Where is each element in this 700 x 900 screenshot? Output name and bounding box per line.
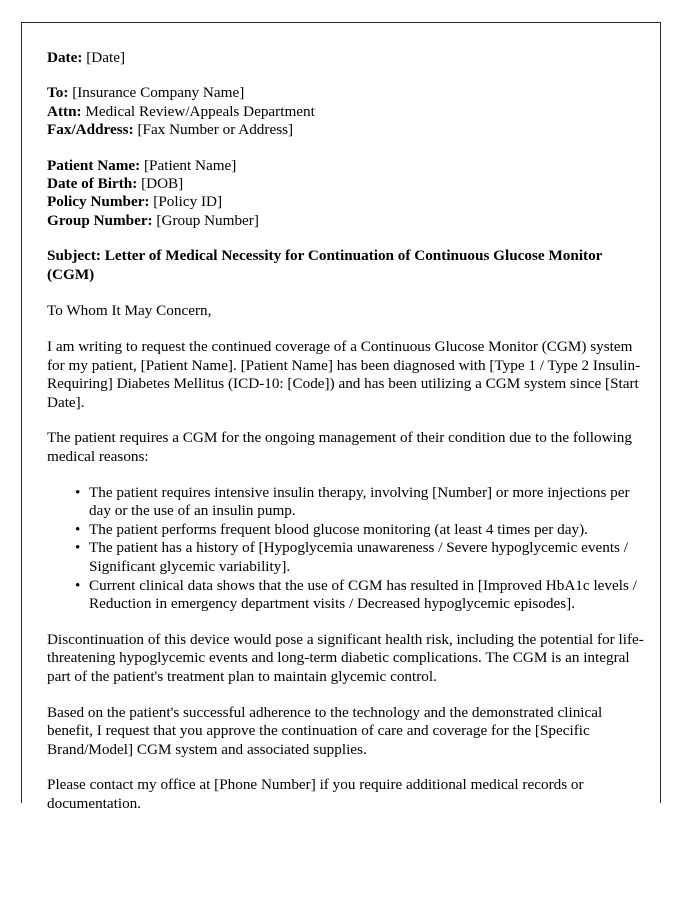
list-item: • Current clinical data shows that the use of CGM has resulted in [Improved HbA1c levels / Reduction in emergency department visits / Decreased hypoglycemic episodes]. bbox=[89, 577, 647, 614]
patient-group-label: Group Number: bbox=[47, 211, 153, 229]
salutation: To Whom It May Concern, bbox=[47, 302, 212, 320]
recipient-block bbox=[47, 84, 647, 139]
patient-name-line bbox=[47, 157, 647, 175]
patient-name-label: Patient Name: bbox=[47, 156, 141, 174]
paragraph-reasons-lead: The patient requires a CGM for the ongoing management of their condition due to the following medical reasons: bbox=[47, 429, 632, 465]
recipient-attn-line bbox=[47, 103, 647, 121]
date-value: [Date] bbox=[86, 49, 126, 66]
document-body bbox=[47, 49, 647, 831]
recipient-attn-value: Medical Review/Appeals Department bbox=[85, 102, 315, 120]
paragraph-risk: Discontinuation of this device would pose a significant health risk, including the potential for life-threatening hypoglycemic events and long-term diabetic complications. The CGM is an integral part of the patient's treatment plan to maintain glycemic control. bbox=[47, 630, 644, 685]
recipient-attn-label: Attn: bbox=[47, 102, 82, 120]
recipient-fax-label: Fax/Address: bbox=[47, 121, 134, 139]
medical-reasons-list bbox=[47, 484, 647, 614]
subject-line: Subject: Letter of Medical Necessity for Continuation of Continuous Glucose Monitor (CGM) bbox=[47, 247, 603, 283]
paragraph-request: Based on the patient's successful adherence to the technology and the demonstrated clinical benefit, I request that you approve the continuation of care and coverage for the [Specific Brand/Model] CGM system and associated supplies. bbox=[47, 703, 603, 758]
date-line bbox=[47, 49, 647, 67]
patient-group-value: [Group Number] bbox=[156, 211, 259, 229]
paragraph-intro: I am writing to request the continued coverage of a Continuous Glucose Monitor (CGM) system for my patient, [Patient Name]. [Patient Name] has been diagnosed with [Type 1 / Type 2 Insulin-Requiring] Diabetes Mellitus (ICD-10: [Code]) and has been utilizing a CGM system since [Start Date]. bbox=[47, 338, 641, 411]
paragraph-contact: Please contact my office at [Phone Number] if you require additional medical records or documentation. bbox=[47, 776, 584, 812]
recipient-to-label: To: bbox=[47, 84, 69, 102]
patient-policy-line bbox=[47, 193, 647, 211]
patient-dob-label: Date of Birth: bbox=[47, 175, 138, 193]
patient-policy-label: Policy Number: bbox=[47, 193, 150, 211]
date-label: Date: bbox=[47, 49, 83, 66]
patient-group-line bbox=[47, 212, 647, 230]
list-item: • The patient requires intensive insulin therapy, involving [Number] or more injections per day or the use of an insulin pump. bbox=[89, 484, 647, 521]
list-item: • The patient has a history of [Hypoglycemia unawareness / Severe hypoglycemic events / Significant glycemic variability]. bbox=[89, 539, 647, 576]
patient-dob-value: [DOB] bbox=[141, 175, 184, 193]
patient-name-value: [Patient Name] bbox=[144, 156, 237, 174]
patient-block bbox=[47, 157, 647, 231]
list-item: • The patient performs frequent blood glucose monitoring (at least 4 times per day). bbox=[89, 521, 647, 540]
recipient-fax-value: [Fax Number or Address] bbox=[137, 121, 294, 139]
patient-dob-line bbox=[47, 175, 647, 193]
date-block bbox=[47, 49, 647, 67]
recipient-fax-line bbox=[47, 121, 647, 139]
recipient-to-line bbox=[47, 84, 647, 102]
recipient-to-value: [Insurance Company Name] bbox=[72, 84, 245, 102]
patient-policy-value: [Policy ID] bbox=[153, 193, 223, 211]
document-page bbox=[21, 22, 661, 812]
